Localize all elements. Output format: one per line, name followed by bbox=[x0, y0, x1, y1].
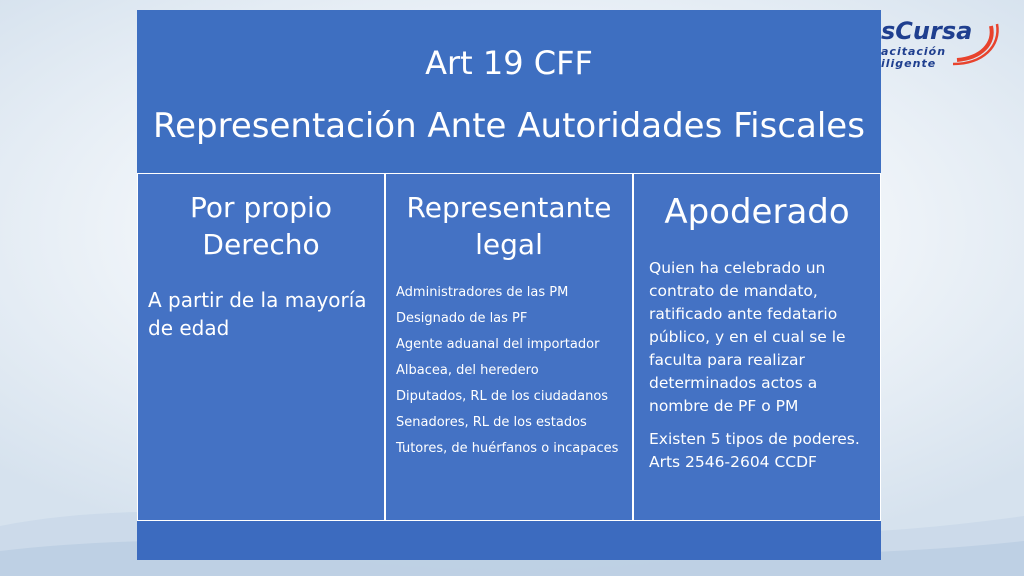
list-item: Diputados, RL de los ciudadanos bbox=[396, 389, 609, 404]
column-representante-legal bbox=[385, 173, 633, 521]
column-propio-derecho bbox=[137, 173, 385, 521]
column-title: Apoderado bbox=[664, 192, 850, 232]
column-body: A partir de la mayoría de edad bbox=[148, 288, 367, 340]
content-panel bbox=[137, 10, 881, 560]
list-item: Designado de las PF bbox=[396, 311, 528, 326]
column-title: Por propio Derecho bbox=[190, 191, 332, 261]
logo-tagline-1: acitación bbox=[881, 45, 947, 58]
list-item: Albacea, del heredero bbox=[396, 363, 539, 378]
list-item: Tutores, de huérfanos o incapaces bbox=[396, 441, 619, 456]
column-title: Representante legal bbox=[406, 191, 612, 261]
list-item: Senadores, RL de los estados bbox=[396, 415, 587, 430]
columns-table bbox=[137, 173, 881, 521]
slide-header bbox=[137, 10, 881, 173]
brand-logo bbox=[881, 16, 1001, 74]
paragraph: Quien ha celebrado un contrato de mandato, ratificado ante fedatario público, y en el cual se le faculta para realizar determinados actos a nombre de PF o PM bbox=[649, 259, 846, 415]
column-apoderado bbox=[633, 173, 881, 521]
logo-swoosh-icon bbox=[951, 20, 1001, 68]
paragraph: Existen 5 tipos de poderes. Arts 2546-2604 CCDF bbox=[649, 430, 860, 471]
header-subtitle: Representación Ante Autoridades Fiscales bbox=[153, 106, 865, 146]
logo-tagline-2: iligente bbox=[881, 57, 937, 70]
representante-list bbox=[396, 284, 628, 466]
logo-name: sCursa bbox=[881, 17, 973, 45]
list-item: Agente aduanal del importador bbox=[396, 337, 600, 352]
header-title: Art 19 CFF bbox=[425, 44, 593, 82]
column-body bbox=[649, 257, 870, 484]
list-item: Administradores de las PM bbox=[396, 285, 569, 300]
